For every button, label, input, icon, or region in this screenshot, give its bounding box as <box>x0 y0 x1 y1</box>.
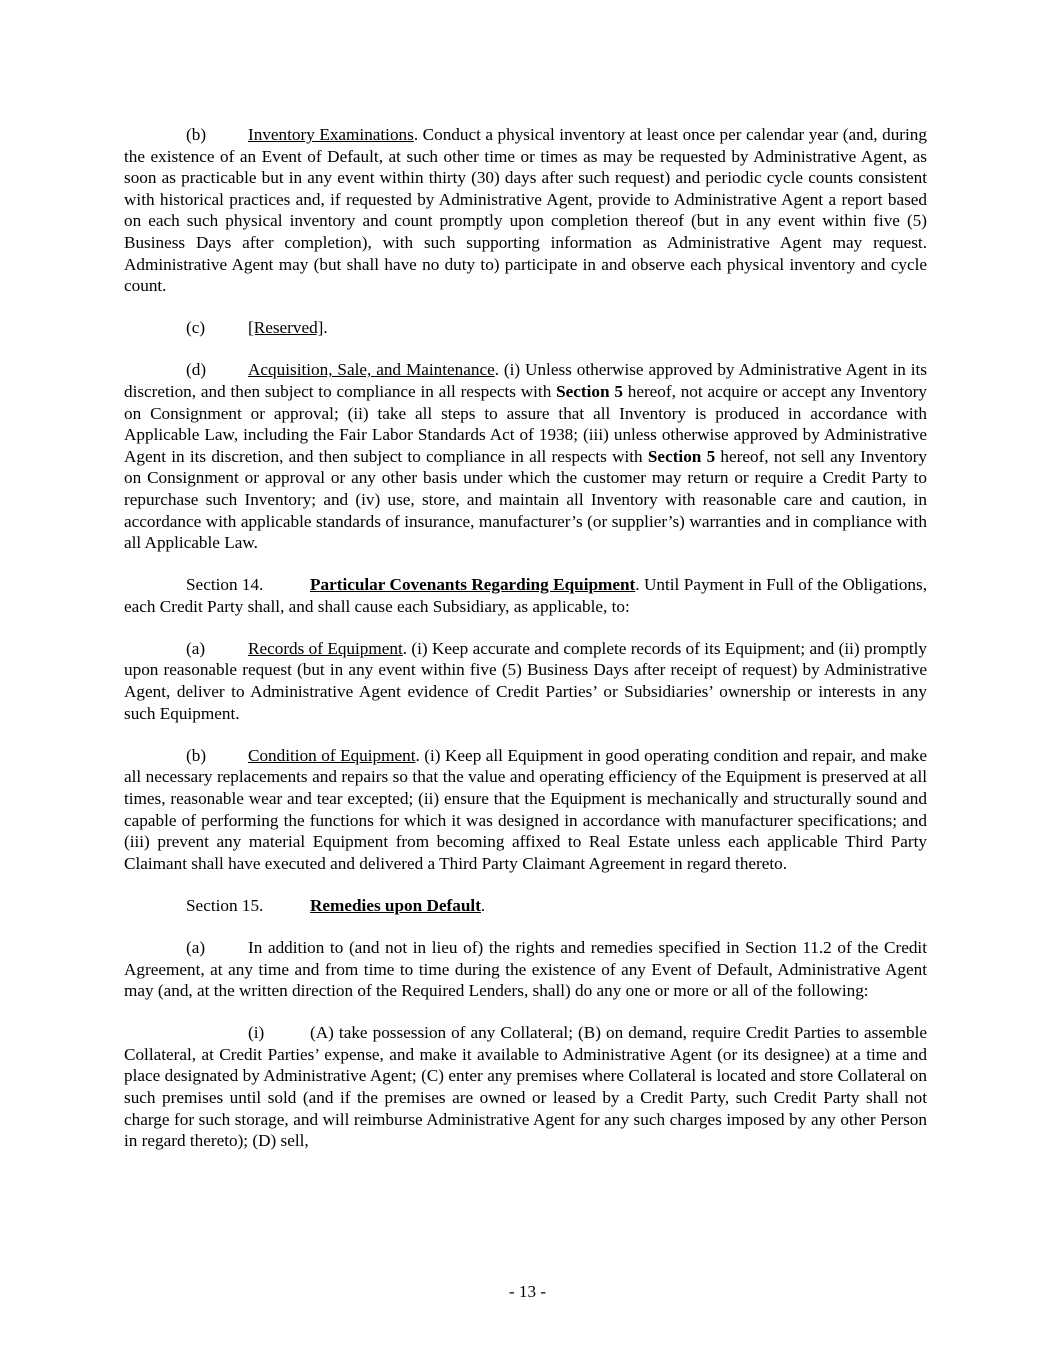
paragraph-13b <box>124 124 927 297</box>
item-text: hereof, not sell any Inventory on Consignment or approval or any other basis under which the customer may return or require a Credit Party to repurchase such Inventory; and (iv) use, store, and maintain all Inventory with reasonable care and caution, in accordance with applicable standards of insurance, manufacturer’s (or supplier’s) warranties and in compliance with all Applicable Law. <box>124 446 927 553</box>
section-title: Remedies upon Default <box>310 895 481 915</box>
item-heading: Acquisition, Sale, and Maintenance <box>248 360 495 380</box>
item-text: . (i) Unless otherwise approved by Administrative Agent in its discretion, and then subject to compliance in all respects with <box>124 360 927 401</box>
item-heading: Inventory Examinations <box>248 125 414 144</box>
section-label: Section 15. <box>186 895 264 915</box>
paragraph-14b <box>124 745 927 875</box>
section-14-heading <box>124 574 927 617</box>
paragraph-14a <box>124 638 927 724</box>
page-number: - 13 - <box>508 1282 547 1301</box>
section-reference: Section 5 <box>647 446 716 466</box>
item-label: (b) <box>186 125 207 144</box>
paragraph-15a <box>124 937 927 1002</box>
item-label: (c) <box>186 318 206 338</box>
paragraph-13d <box>124 359 927 553</box>
item-label: (i) <box>248 1023 265 1043</box>
document-page <box>124 124 927 1152</box>
section-text: . Until Payment in Full of the Obligations, each Credit Party shall, and shall cause each Subsidiary, as applicable, to: <box>124 575 928 616</box>
item-heading: Condition of Equipment <box>248 745 416 765</box>
section-text: . <box>480 895 486 915</box>
item-text: . (i) Keep accurate and complete records of its Equipment; and (ii) promptly upon reasonable request (but in any event within five (5) Business Days after receipt of request) by Administrative Agent, deliver to Administrative Agent evidence of Credit Parties’ or Subsidiaries’ ownership or interests in any such Equipment. <box>124 638 927 723</box>
item-text: (A) take possession of any Collateral; (B) on demand, require Credit Parties to assemble Collateral, at Credit Parties’ expense, and make it available to Administrative Agent (or its designee) at a time and place designated by Administrative Agent; (C) enter any premises where Collateral is located and store Collateral on such premises until sold (and if the premises are owned or leased by a Credit Party, such Credit Party shall not charge for such storage, and will reimburse Administrative Agent for any such charges imposed by any other Person in regard thereto); (D) sell, <box>124 1023 927 1151</box>
item-text: . (i) Keep all Equipment in good operating condition and repair, and make all necessary replacements and repairs so that the value and operating efficiency of the Equipment is preserved at all times, reasonable wear and tear excepted; (ii) ensure that the Equipment is mechanically and structurally sound and capable of performing the functions for which it was designed in accordance with manufacturer specifications; and (iii) prevent any material Equipment from becoming affixed to Real Estate unless each applicable Third Party Claimant shall have executed and delivered a Third Party Claimant Agreement in regard thereto. <box>124 745 927 873</box>
paragraph-13c <box>124 317 927 339</box>
item-text: hereof, not acquire or accept any Inventory on Consignment or approval; (ii) take all steps to assure that all Inventory is produced in accordance with Applicable Law, including the Fair Labor Standards Act of 1938; (iii) unless otherwise approved by Administrative Agent in its discretion, and then subject to compliance in all respects with <box>124 381 928 466</box>
item-label: (a) <box>186 638 206 658</box>
paragraph-15a-i <box>124 1022 927 1152</box>
section-label: Section 14. <box>186 575 264 595</box>
item-text: . <box>323 318 328 338</box>
section-title: Particular Covenants Regarding Equipment <box>310 575 636 595</box>
section-15-heading <box>124 895 927 917</box>
item-text: In addition to (and not in lieu of) the rights and remedies specified in Section 11.2 of the Credit Agreement, at any time and from time to time during the existence of any Event of Default, Administrative Agent may (and, at the written direction of the Required Lenders, shall) do any one or more or all of the following: <box>124 937 927 1001</box>
item-label: (b) <box>186 745 207 765</box>
item-heading: [Reserved] <box>248 318 324 338</box>
item-heading: Records of Equipment <box>248 638 403 658</box>
item-label: (a) <box>186 937 206 957</box>
item-label: (d) <box>186 360 207 380</box>
section-reference: Section 5 <box>556 381 623 401</box>
item-text: . Conduct a physical inventory at least once per calendar year (and, during the existence of an Event of Default, at such other time or times as may be requested by Administrative Agent, as soon as practicable but in any event within thirty (30) days after such request) and periodic cycle counts consistent with historical practices and, if requested by Administrative Agent, provide to Administrative Agent a report based on each such physical inventory and count promptly upon completion thereof (but in any event within five (5) Business Days after completion), with such supporting information as Administrative Agent may request. Administrative Agent may (but shall have no duty to) participate in and observe each physical inventory and cycle count. <box>124 125 927 296</box>
